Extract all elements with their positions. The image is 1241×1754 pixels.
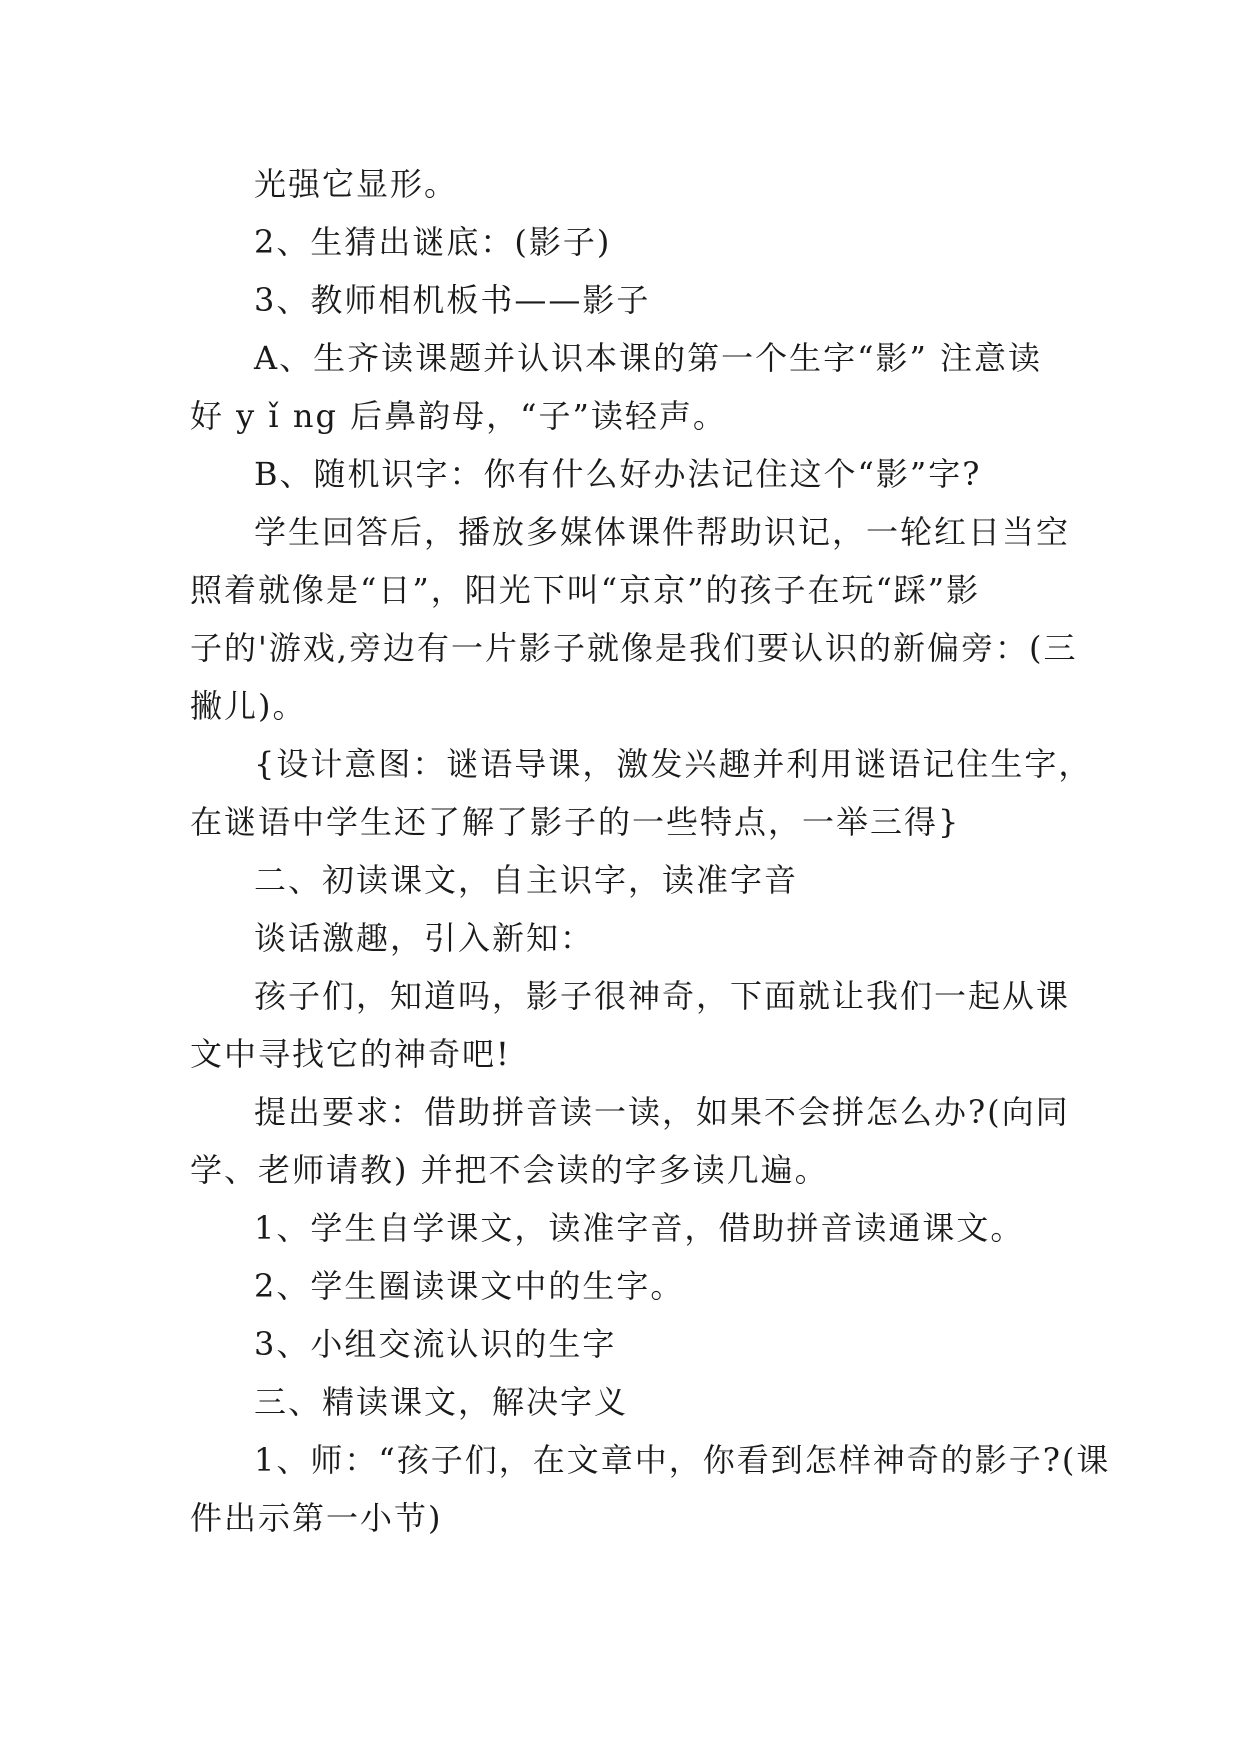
text-line: 二、初读课文，自主识字，读准字音 [254, 861, 799, 899]
text-line: 学生回答后，播放多媒体课件帮助识记，一轮红日当空 [254, 513, 1071, 551]
text-line: 在谜语中学生还了解了影子的一些特点，一举三得} [190, 803, 961, 841]
text-line: A、生齐读课题并认识本课的第一个生字“影” 注意读 [254, 339, 1043, 377]
text-line: {设计意图：谜语导课，激发兴趣并利用谜语记住生字， [254, 745, 1093, 783]
text-line: 孩子们，知道吗，影子很神奇，下面就让我们一起从课 [254, 977, 1071, 1015]
text-line: 子的'游戏,旁边有一片影子就像是我们要认识的新偏旁：(三 [190, 629, 1078, 667]
text-line: 好 y ǐ ng 后鼻韵母，“子”读轻声。 [190, 397, 727, 435]
text-line: 学、老师请教) 并把不会读的字多读几遍。 [190, 1151, 829, 1189]
text-line: 谈话激趣，引入新知： [254, 919, 595, 957]
text-line: 文中寻找它的神奇吧! [190, 1035, 511, 1073]
text-line: 2、生猜出谜底：(影子) [254, 223, 612, 261]
text-line: 提出要求：借助拼音读一读，如果不会拼怎么办?(向同 [254, 1093, 1070, 1131]
text-line: 件出示第一小节) [190, 1499, 443, 1537]
text-line: 1、学生自学课文，读准字音，借助拼音读通课文。 [254, 1209, 1025, 1247]
text-line: 三、精读课文，解决字义 [254, 1383, 629, 1421]
text-line: B、随机识字：你有什么好办法记住这个“影”字? [254, 455, 982, 493]
text-line: 3、小组交流认识的生字 [254, 1325, 617, 1363]
text-line: 1、师：“孩子们，在文章中，你看到怎样神奇的影子?(课 [254, 1441, 1111, 1479]
text-line: 3、教师相机板书——影子 [254, 281, 651, 319]
text-line: 2、学生圈读课文中的生字。 [254, 1267, 685, 1305]
document-body [190, 155, 1111, 1547]
text-line: 撇儿)。 [190, 687, 307, 725]
text-line: 光强它显形。 [254, 165, 459, 203]
text-line: 照着就像是“日”，阳光下叫“京京”的孩子在玩“踩”影 [190, 571, 981, 609]
